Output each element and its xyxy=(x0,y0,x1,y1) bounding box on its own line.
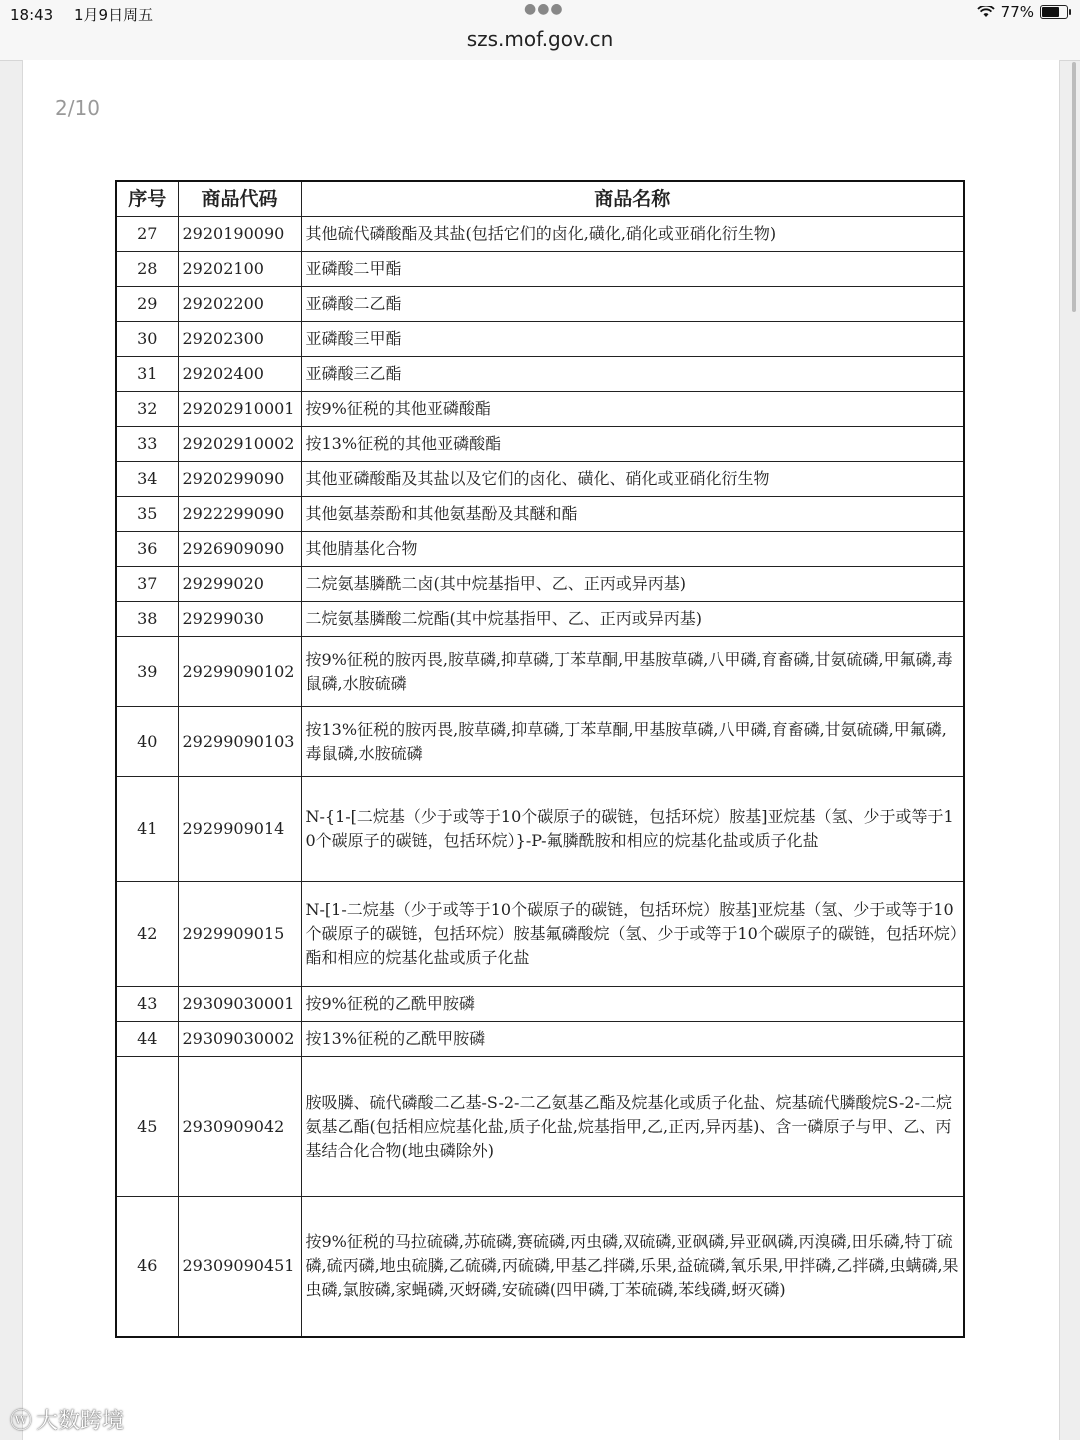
cell-code: 2929909015 xyxy=(178,882,301,987)
cell-code: 29202200 xyxy=(178,287,301,322)
cell-no: 27 xyxy=(116,217,178,252)
status-bar xyxy=(0,0,1080,26)
goods-table xyxy=(115,180,965,1338)
cell-code: 2920190090 xyxy=(178,217,301,252)
table-row xyxy=(116,532,964,567)
scrollbar-thumb[interactable] xyxy=(1072,62,1076,312)
table-row xyxy=(116,462,964,497)
cell-code: 29299090103 xyxy=(178,707,301,777)
cell-no: 28 xyxy=(116,252,178,287)
table-row xyxy=(116,637,964,707)
cell-code: 2920299090 xyxy=(178,462,301,497)
cell-no: 44 xyxy=(116,1022,178,1057)
cell-no: 39 xyxy=(116,637,178,707)
cell-name: 按9%征税的其他亚磷酸酯 xyxy=(301,392,964,427)
cell-name: 按13%征税的其他亚磷酸酯 xyxy=(301,427,964,462)
weibo-logo-icon: ⓦ xyxy=(10,1409,33,1434)
battery-icon xyxy=(1040,5,1068,19)
cell-name: N-[1-二烷基（少于或等于10个碳原子的碳链，包括环烷）胺基]亚烷基（氢、少于或等于10个碳原子的碳链，包括环烷）胺基氟磷酸烷（氢、少于或等于10个碳原子的碳链，包括环烷）酯和相应的烷基化盐或质子化盐 xyxy=(301,882,964,987)
header-code: 商品代码 xyxy=(178,181,301,217)
cell-no: 46 xyxy=(116,1197,178,1337)
cell-code: 29309090451 xyxy=(178,1197,301,1337)
status-right xyxy=(977,3,1068,21)
cell-name: N-{1-[二烷基（少于或等于10个碳原子的碳链，包括环烷）胺基]亚烷基（氢、少于或等于10个碳原子的碳链，包括环烷）}-P-氟膦酰胺和相应的烷基化盐或质子化盐 xyxy=(301,777,964,882)
cell-name: 亚磷酸三甲酯 xyxy=(301,322,964,357)
cell-code: 29299020 xyxy=(178,567,301,602)
cell-no: 41 xyxy=(116,777,178,882)
table-row xyxy=(116,322,964,357)
header-no: 序号 xyxy=(116,181,178,217)
watermark-text: 大数跨境 xyxy=(36,1409,125,1434)
table-header-row xyxy=(116,181,964,217)
cell-no: 29 xyxy=(116,287,178,322)
table-row xyxy=(116,777,964,882)
cell-name: 亚磷酸二甲酯 xyxy=(301,252,964,287)
cell-no: 35 xyxy=(116,497,178,532)
cell-no: 32 xyxy=(116,392,178,427)
cell-no: 34 xyxy=(116,462,178,497)
table-row xyxy=(116,987,964,1022)
cell-no: 42 xyxy=(116,882,178,987)
table-row xyxy=(116,1022,964,1057)
cell-no: 37 xyxy=(116,567,178,602)
cell-code: 29309030002 xyxy=(178,1022,301,1057)
header-name: 商品名称 xyxy=(301,181,964,217)
status-date: 1月9日周五 xyxy=(74,6,154,24)
cell-code: 29202100 xyxy=(178,252,301,287)
cell-name: 二烷氨基膦酰二卤(其中烷基指甲、乙、正丙或异丙基) xyxy=(301,567,964,602)
table-row xyxy=(116,1057,964,1197)
cell-name: 其他硫代磷酸酯及其盐(包括它们的卤化,磺化,硝化或亚硝化衍生物) xyxy=(301,217,964,252)
cell-name: 按9%征税的乙酰甲胺磷 xyxy=(301,987,964,1022)
table-row xyxy=(116,882,964,987)
multitask-dots-icon[interactable]: ●●● xyxy=(524,1,564,17)
cell-no: 33 xyxy=(116,427,178,462)
battery-percent: 77% xyxy=(1000,3,1034,21)
wifi-icon xyxy=(977,6,995,18)
cell-code: 29299090102 xyxy=(178,637,301,707)
cell-code: 29202910001 xyxy=(178,392,301,427)
cell-code: 2926909090 xyxy=(178,532,301,567)
watermark xyxy=(10,1404,124,1435)
cell-name: 胺吸膦、硫代磷酸二乙基-S-2-二乙氨基乙酯及烷基化或质子化盐、烷基硫代膦酸烷S-2-二烷氨基乙酯(包括相应烷基化盐,质子化盐,烷基指甲,乙,正丙,异丙基)、含一磷原子与甲、乙、丙基结合化合物(地虫磷除外) xyxy=(301,1057,964,1197)
pdf-page xyxy=(22,60,1060,1440)
cell-no: 45 xyxy=(116,1057,178,1197)
cell-code: 29202400 xyxy=(178,357,301,392)
cell-name: 按9%征税的胺丙畏,胺草磷,抑草磷,丁苯草酮,甲基胺草磷,八甲磷,育畜磷,甘氨硫磷,甲氟磷,毒鼠磷,水胺硫磷 xyxy=(301,637,964,707)
url-text[interactable]: szs.mof.gov.cn xyxy=(466,27,614,51)
table-row xyxy=(116,392,964,427)
cell-code: 29309030001 xyxy=(178,987,301,1022)
cell-code: 2929909014 xyxy=(178,777,301,882)
cell-no: 36 xyxy=(116,532,178,567)
cell-name: 其他亚磷酸酯及其盐以及它们的卤化、磺化、硝化或亚硝化衍生物 xyxy=(301,462,964,497)
cell-name: 其他氨基萘酚和其他氨基酚及其醚和酯 xyxy=(301,497,964,532)
table-row xyxy=(116,427,964,462)
table-row xyxy=(116,1197,964,1337)
status-time: 18:43 xyxy=(10,6,54,24)
cell-name: 亚磷酸三乙酯 xyxy=(301,357,964,392)
table-row xyxy=(116,287,964,322)
page-indicator: 2/10 xyxy=(55,96,100,120)
cell-no: 38 xyxy=(116,602,178,637)
cell-no: 40 xyxy=(116,707,178,777)
status-left xyxy=(10,4,169,25)
cell-name: 其他腈基化合物 xyxy=(301,532,964,567)
table-row xyxy=(116,602,964,637)
cell-no: 30 xyxy=(116,322,178,357)
cell-code: 29202300 xyxy=(178,322,301,357)
cell-code: 29299030 xyxy=(178,602,301,637)
cell-name: 亚磷酸二乙酯 xyxy=(301,287,964,322)
cell-no: 43 xyxy=(116,987,178,1022)
table-row xyxy=(116,567,964,602)
cell-name: 二烷氨基膦酸二烷酯(其中烷基指甲、乙、正丙或异丙基) xyxy=(301,602,964,637)
table-row xyxy=(116,217,964,252)
cell-name: 按13%征税的胺丙畏,胺草磷,抑草磷,丁苯草酮,甲基胺草磷,八甲磷,育畜磷,甘氨硫磷,甲氟磷,毒鼠磷,水胺硫磷 xyxy=(301,707,964,777)
table-row xyxy=(116,497,964,532)
table-row xyxy=(116,252,964,287)
table-row xyxy=(116,707,964,777)
cell-code: 2930909042 xyxy=(178,1057,301,1197)
cell-name: 按9%征税的马拉硫磷,苏硫磷,赛硫磷,丙虫磷,双硫磷,亚砜磷,异亚砜磷,丙溴磷,田乐磷,特丁硫磷,硫丙磷,地虫硫膦,乙硫磷,丙硫磷,甲基乙拌磷,乐果,益硫磷,氧乐果,甲拌磷,乙拌磷,虫螨磷,果虫磷,氯胺磷,家蝇磷,灭蚜磷,安硫磷(四甲磷,丁苯硫磷,苯线磷,蚜灭磷) xyxy=(301,1197,964,1337)
cell-name: 按13%征税的乙酰甲胺磷 xyxy=(301,1022,964,1057)
cell-code: 29202910002 xyxy=(178,427,301,462)
cell-code: 2922299090 xyxy=(178,497,301,532)
address-bar[interactable] xyxy=(0,26,1080,61)
table-row xyxy=(116,357,964,392)
cell-no: 31 xyxy=(116,357,178,392)
